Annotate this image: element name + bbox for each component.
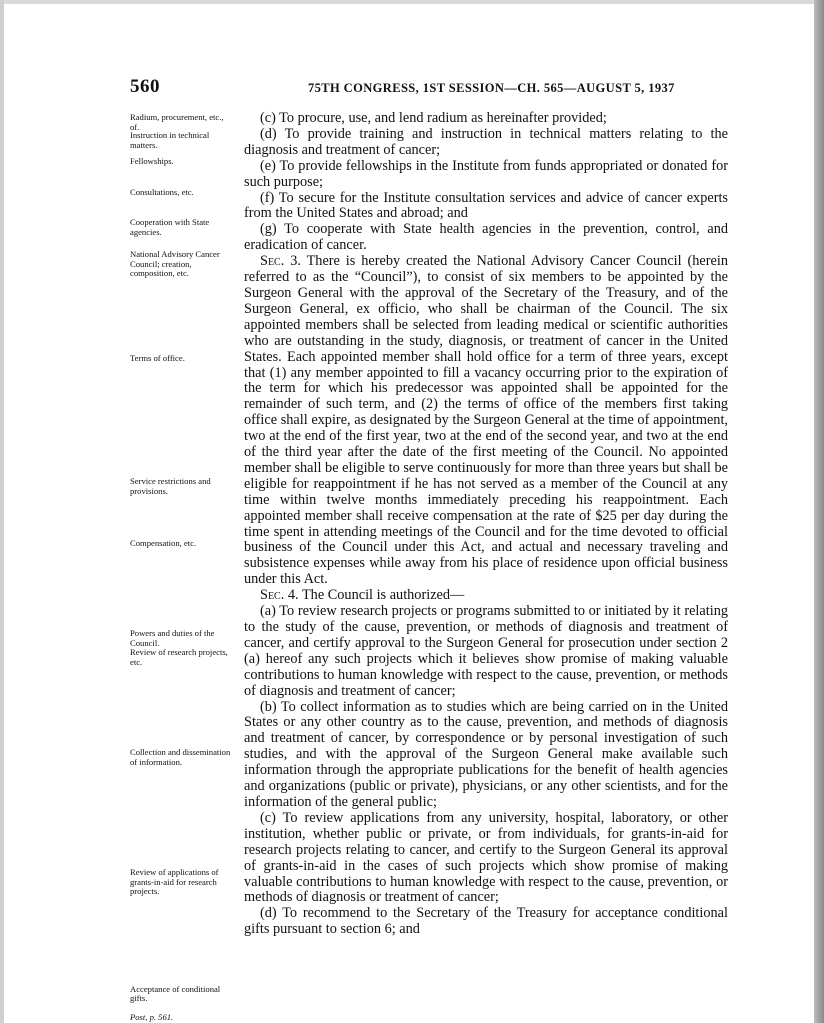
margin-note-compensation: Compensation, etc. [130, 538, 197, 548]
margin-note-xref: Post, p. 561. [130, 1012, 174, 1022]
paragraph-d: (d) To provide training and instruction in technical matters relating to the diagnosis and treatment of cancer; [244, 125, 728, 158]
scan-left-border [0, 0, 4, 1023]
section-4-b: (b) To collect information as to studies which are being carried on in the United States or any other country as to the cause, prevention, and methods of diagnosis and treatment of cancer, by correspondence or by personal investigation of such studies, and with the approval of the Surgeon General make available such information through the appropriate publications for the benefit of health agencies and organizations (public or private), physicians, or any other scientists, and for the information of the general public; [244, 698, 728, 810]
statute-body [244, 111, 728, 938]
margin-note-review-applications: Review of applications of grants-in-aid for research projects. [130, 867, 219, 896]
margin-note-advisory-council: National Advisory Cancer Council; creation, composition, etc. [130, 249, 220, 278]
margin-note-fellowships: Fellowships. [130, 156, 174, 166]
section-3-text: There is hereby created the National Advisory Cancer Council (herein referred to as the “Council”), to consist of six members to be appointed by the Surgeon General with the approval of the Secretary of the Treasury, and of the Surgeon General, ex officio, who shall be chairman of the Council. The six appointed members shall be selected from leading medical or scientific authorities who are outstanding in the study, diagnosis, or treatment of cancer in the United States. Each appointed member shall hold office for a term of three years, except that (1) any member appointed to fill a vacancy occurring prior to the expiration of the term for which his predecessor was appointed shall be appointed for the remainder of such term, and (2) the terms of office of the members first taking office shall expire, as designated by the Surgeon General at the time of appointment, two at the end of the first year, two at the end of the second year, and two at the end of the third year after the date of the first meeting of the Council. No appointed member shall be eligible to serve continuously for more than three years but shall be eligible for reappointment if he has not served as a member of the Council at any time within twelve months immediately preceding his reappointment. Each appointed member shall receive compensation at the rate of $25 per day during the time spent in attending meetings of the Council and for the time devoted to official business of the Council under this Act, and actual and necessary traveling and subsistence expenses while away from his place of residence upon official business under this Act. [244, 253, 728, 588]
paragraph-c: (c) To procure, use, and lend radium as hereinafter provided; [260, 110, 607, 126]
margin-note-service-restrictions: Service restrictions and provisions. [130, 476, 211, 496]
section-3-lead: Sec. 3. [260, 253, 301, 270]
margin-note-radium: Radium, procurement, etc., of. [130, 112, 224, 132]
section-3 [244, 254, 728, 588]
margin-note-acceptance [130, 975, 234, 1023]
margin-note-instruction: Instruction in technical matters. [130, 130, 210, 150]
section-4-text: The Council is authorized— [301, 587, 465, 604]
scan-right-border [814, 0, 824, 1023]
margin-note-acceptance-text: Acceptance of conditional gifts. [130, 983, 221, 1003]
margin-note-powers-duties: Powers and duties of the Council. [130, 628, 215, 648]
running-head: 75TH CONGRESS, 1ST SESSION—CH. 565—AUGUST 5, 1937 [308, 81, 675, 95]
margin-note-collection: Collection and dissemination of information. [130, 747, 231, 767]
page-number: 560 [130, 76, 160, 97]
margin-note-terms-of-office: Terms of office. [130, 353, 185, 363]
scan-top-border [0, 0, 824, 4]
section-4-lead: Sec. 4. [260, 587, 299, 604]
margin-note-consultations: Consultations, etc. [130, 187, 194, 197]
margin-note-review-research: Review of research projects, etc. [130, 647, 228, 667]
section-4 [244, 588, 728, 604]
margin-note-cooperation: Cooperation with State agencies. [130, 217, 210, 237]
section-4-a: (a) To review research projects or programs submitted to or initiated by it relating to the study of the cause, prevention, or methods of diagnosis and treatment of cancer, and certify approval to the Surgeon General for prosecution under section 2 (a) hereof any such projects which it believes show promise of making valuable contributions to human knowledge with respect to the cause, prevention, or methods of diagnosis and treatment of cancer; [244, 603, 728, 699]
paragraph-e: (e) To provide fellowships in the Institute from funds appropriated or donated for such purpose; [244, 157, 728, 190]
paragraph-g: (g) To cooperate with State health agencies in the prevention, control, and eradication of cancer. [244, 221, 728, 254]
section-4-d: (d) To recommend to the Secretary of the Treasury for acceptance conditional gifts pursuant to section 6; and [244, 905, 728, 938]
paragraph-f: (f) To secure for the Institute consultation services and advice of cancer experts from the United States and abroad; and [244, 189, 728, 222]
section-4-c: (c) To review applications from any university, hospital, laboratory, or other institution, whether public or private, or from individuals, for grants-in-aid for research projects relating to cancer, and certify to the Surgeon General its approval of grants-in-aid in the cases of such projects which show promise of making valuable contributions to human knowledge with respect to the cause, prevention, or methods of diagnosis or treatment of cancer; [244, 809, 728, 906]
